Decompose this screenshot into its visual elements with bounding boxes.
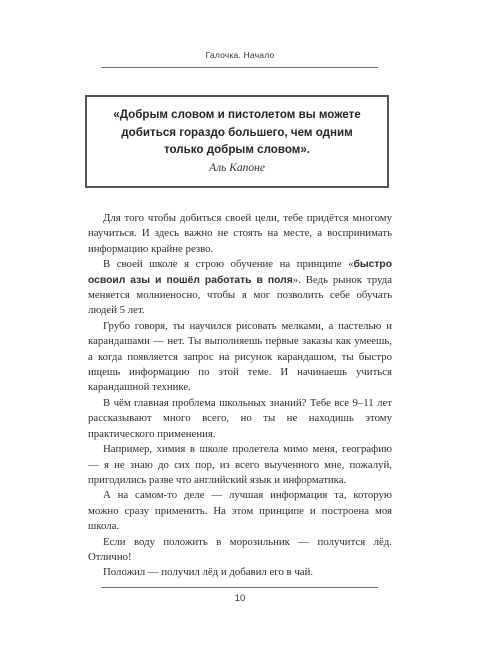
paragraph-text: В своей школе я строю обучение на принципе « (103, 258, 354, 271)
paragraph: А на самом-то деле — лучшая информация та, которую можно сразу применить. На этом принципе и построена моя школа. (88, 489, 392, 533)
epigraph-text (97, 106, 377, 159)
footer-divider (101, 587, 378, 588)
epigraph-box (85, 95, 389, 188)
paragraph: Положил — получил лёд и добавил его в чай. (103, 566, 314, 579)
paragraph (88, 257, 392, 319)
epigraph-author: Аль Капоне (209, 162, 265, 174)
paragraph: Если воду положить в морозильник — получится лёд. Отлично! (88, 535, 392, 563)
emphasized-text: быстро освоил азы и пошёл работать в поля (88, 259, 392, 286)
page-number: 10 (234, 593, 246, 604)
epigraph-line: «Добрым словом и пистолетом вы можете (113, 108, 361, 121)
paragraph-text: ». Ведь рынок труда меняется молниеносно, чтобы я мог позволить себе обучать людей 5 лет. (88, 273, 392, 317)
paragraph: Для того чтобы добиться своей цели, тебе придётся многому научиться. И здесь важно не стоять на месте, а воспринимать информацию крайне резво. (88, 212, 392, 255)
header-divider (101, 67, 378, 68)
paragraph: В чём главная проблема школьных знаний? Тебе все 9–11 лет рассказывают много всего, но ты не находишь этому практического применения. (88, 396, 392, 440)
paragraph: Грубо говоря, ты научился рисовать мелками, а пастелью и карандашами — нет. Ты выполняешь первые заказы как умеешь, а когда появляется запрос на рисунок карандашом, ты быстро ищешь информацию по этой теме. И начинаешь учиться карандашной технике. (88, 319, 392, 394)
paragraph: Например, химия в школе пролетела мимо меня, географию — я не знаю до сих пор, из всего выученного мне, пожалуй, пригодились разве что английский язык и информатика. (88, 443, 392, 486)
epigraph-line: только добрым словом». (163, 143, 311, 156)
epigraph-line: добиться гораздо большего, чем одним (121, 125, 353, 139)
running-title: Галочка. Начало (205, 50, 275, 60)
body-text (88, 211, 392, 581)
